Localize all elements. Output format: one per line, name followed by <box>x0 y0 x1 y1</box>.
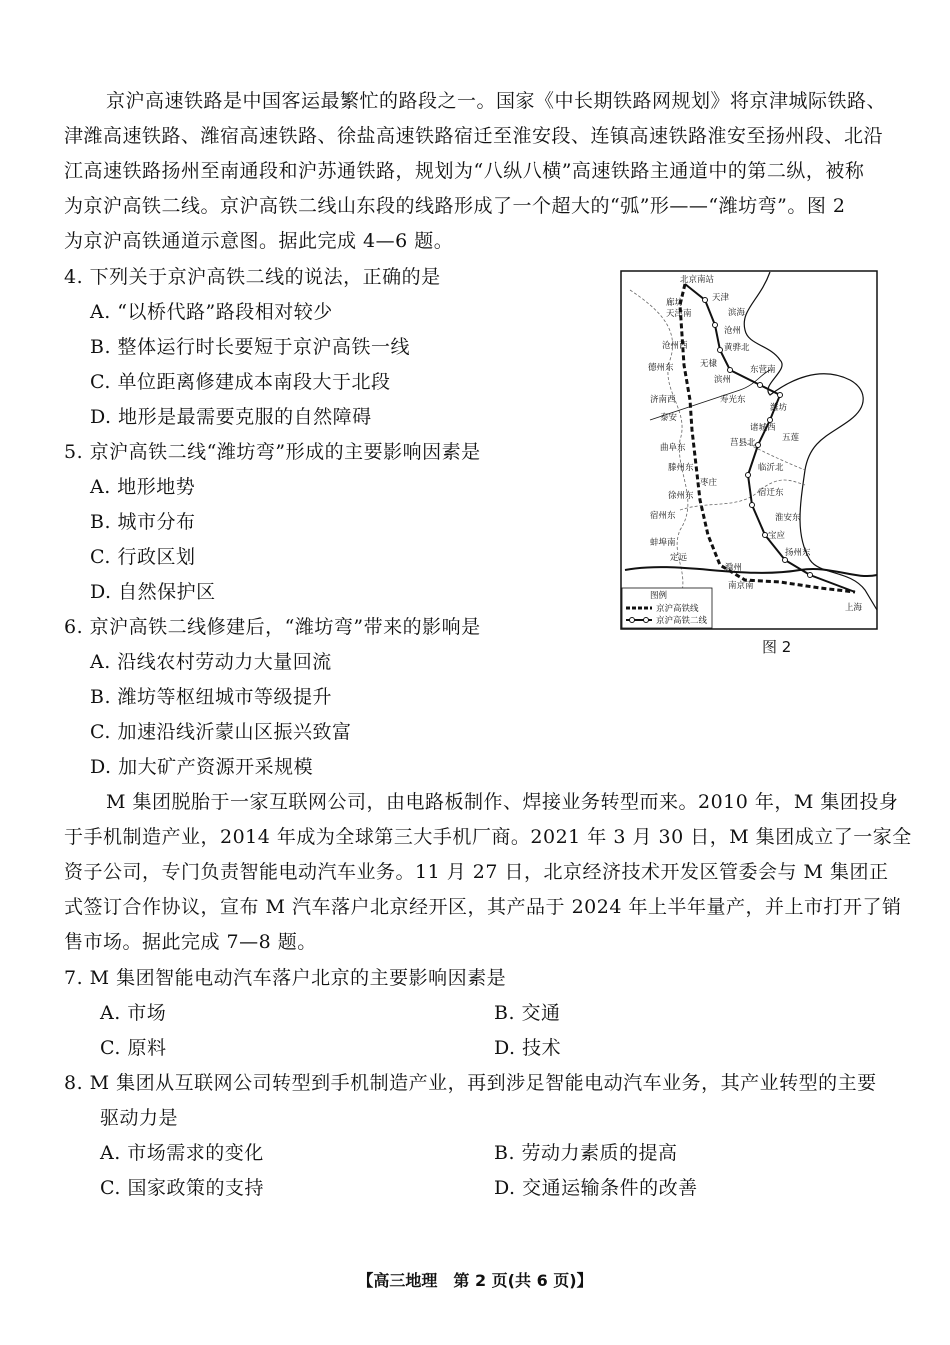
city-huanghuabei: 黄骅北 <box>724 343 750 353</box>
city-dingyuan: 定远 <box>670 553 688 563</box>
passage2-line-3: 资子公司，专门负责智能电动汽车业务。11 月 27 日，北京经济技术开发区管委会与 M 集团正 <box>64 861 889 883</box>
question-4-option-c[interactable]: C. 单位距离修建成本南段大于北段 <box>90 371 391 393</box>
passage2-line-5: 售市场。据此完成 7—8 题。 <box>64 931 317 953</box>
city-taian: 泰安 <box>660 413 678 423</box>
city-weifang: 潍坊 <box>770 403 788 413</box>
question-6-stem: 6. 京沪高铁二线修建后，“潍坊弯”带来的影响是 <box>64 616 481 638</box>
legend-line2-station <box>644 618 649 623</box>
passage2-line-1: M 集团脱胎于一家互联网公司，由电路板制作、焊接业务转型而来。2010 年，M 集团投身 <box>106 791 899 813</box>
question-5-stem: 5. 京沪高铁二线“潍坊弯”形成的主要影响因素是 <box>64 441 481 463</box>
city-wudi: 无棣 <box>700 359 718 369</box>
question-8-option-d[interactable]: D. 交通运输条件的改善 <box>494 1177 698 1199</box>
question-7-option-b[interactable]: B. 交通 <box>494 1002 561 1024</box>
question-5-option-d[interactable]: D. 自然保护区 <box>90 581 216 603</box>
question-8-stem-line-1: 8. M 集团从互联网公司转型到手机制造产业，再到涉足智能电动汽车业务，其产业转型的主要 <box>64 1072 877 1094</box>
city-tianjinnan: 天津南 <box>666 309 692 319</box>
question-7-option-d[interactable]: D. 技术 <box>494 1037 562 1059</box>
city-jinanxi: 济南西 <box>650 395 676 405</box>
passage1-line-3: 江高速铁路扬州至南通段和沪苏通铁路，规划为“八纵八横”高速铁路主通道中的第二纵，被称 <box>64 160 865 182</box>
city-chuzhou: 滁州 <box>725 563 743 573</box>
city-shouguang: 寿光东 <box>720 395 746 405</box>
page-footer: 【高三地理 第 2 页(共 6 页)】 <box>357 1271 593 1290</box>
legend-title: 图例 <box>650 591 668 601</box>
passage1-line-4: 为京沪高铁二线。京沪高铁二线山东段的线路形成了一个超大的“弧”形——“潍坊弯”。图 2 <box>64 195 846 217</box>
figure-caption: 图 2 <box>762 638 792 656</box>
city-suzhou: 宿州东 <box>650 511 676 521</box>
legend-line2-station <box>630 618 635 623</box>
city-linyi: 临沂北 <box>758 463 784 473</box>
city-cangzhou: 沧州 <box>724 326 742 336</box>
question-4-option-a[interactable]: A. “以桥代路”路段相对较少 <box>90 301 333 323</box>
passage1-line-1: 京沪高速铁路是中国客运最繁忙的路段之一。国家《中长期铁路网规划》将京津城际铁路、 <box>106 90 887 112</box>
question-8-stem-line-2: 驱动力是 <box>100 1107 179 1129</box>
question-4-option-b[interactable]: B. 整体运行时长要短于京沪高铁一线 <box>90 336 411 358</box>
question-6-option-d[interactable]: D. 加大矿产资源开采规模 <box>90 756 314 778</box>
railway-map-figure <box>620 270 878 630</box>
passage1-line-2: 津潍高速铁路、潍宿高速铁路、徐盐高速铁路宿迁至淮安段、连镇高速铁路淮安至扬州段、北沿 <box>64 125 884 147</box>
city-tengzhou: 滕州东 <box>668 463 694 473</box>
legend-line1-label: 京沪高铁线 <box>656 604 699 614</box>
city-juxian: 莒县北 <box>730 438 756 448</box>
question-7-option-a[interactable]: A. 市场 <box>100 1002 167 1024</box>
question-5-option-a[interactable]: A. 地形地势 <box>90 476 196 498</box>
question-6-option-b[interactable]: B. 潍坊等枢纽城市等级提升 <box>90 686 333 708</box>
city-wulian: 五莲 <box>782 433 800 443</box>
city-tianjin: 天津 <box>712 293 730 303</box>
passage1-line-5: 为京沪高铁通道示意图。据此完成 4—6 题。 <box>64 230 454 252</box>
city-cangzhouxi: 沧州西 <box>662 341 688 351</box>
passage2-line-2: 于手机制造产业，2014 年成为全球第三大手机厂商。2021 年 3 月 30 日，M 集团成立了一家全 <box>64 826 912 848</box>
passage2-line-4: 式签订合作协议，宣布 M 汽车落户北京经开区，其产品于 2024 年上半年量产，并上市打开了销 <box>64 896 902 918</box>
city-shanghai: 上海 <box>845 603 863 613</box>
city-nanjing: 南京南 <box>728 581 754 591</box>
question-5-option-b[interactable]: B. 城市分布 <box>90 511 196 533</box>
question-5-option-c[interactable]: C. 行政区划 <box>90 546 196 568</box>
question-6-option-c[interactable]: C. 加速沿线沂蒙山区振兴致富 <box>90 721 352 743</box>
city-binhai: 滨海 <box>728 308 746 318</box>
city-xuzhou: 徐州东 <box>668 491 694 501</box>
legend-line2-label: 京沪高铁二线 <box>656 616 708 626</box>
city-dezhoudong: 德州东 <box>648 363 674 373</box>
city-suqian: 宿迁东 <box>758 488 784 498</box>
question-6-option-a[interactable]: A. 沿线农村劳动力大量回流 <box>90 651 332 673</box>
question-4-stem: 4. 下列关于京沪高铁二线的说法，正确的是 <box>64 266 441 288</box>
city-yangzhou: 扬州东 <box>785 548 811 558</box>
city-qufu: 曲阜东 <box>660 443 686 453</box>
question-7-stem: 7. M 集团智能电动汽车落户北京的主要影响因素是 <box>64 967 507 989</box>
city-binzhou: 滨州 <box>714 375 732 385</box>
city-huaian: 淮安东 <box>775 513 801 523</box>
question-8-option-c[interactable]: C. 国家政策的支持 <box>100 1177 264 1199</box>
city-langfang: 廊坊 <box>666 298 684 308</box>
question-8-option-b[interactable]: B. 劳动力素质的提高 <box>494 1142 678 1164</box>
question-8-option-a[interactable]: A. 市场需求的变化 <box>100 1142 264 1164</box>
city-baoying: 宝应 <box>768 531 786 541</box>
city-beijingnan: 北京南站 <box>680 275 715 285</box>
city-zaozhuang: 枣庄 <box>700 478 718 488</box>
question-4-option-d[interactable]: D. 地形是最需要克服的自然障碍 <box>90 406 372 428</box>
city-dongying: 东营南 <box>750 365 776 375</box>
city-zhucheng: 诸城西 <box>750 423 776 433</box>
question-7-option-c[interactable]: C. 原料 <box>100 1037 167 1059</box>
city-bengbu: 蚌埠南 <box>650 538 676 548</box>
